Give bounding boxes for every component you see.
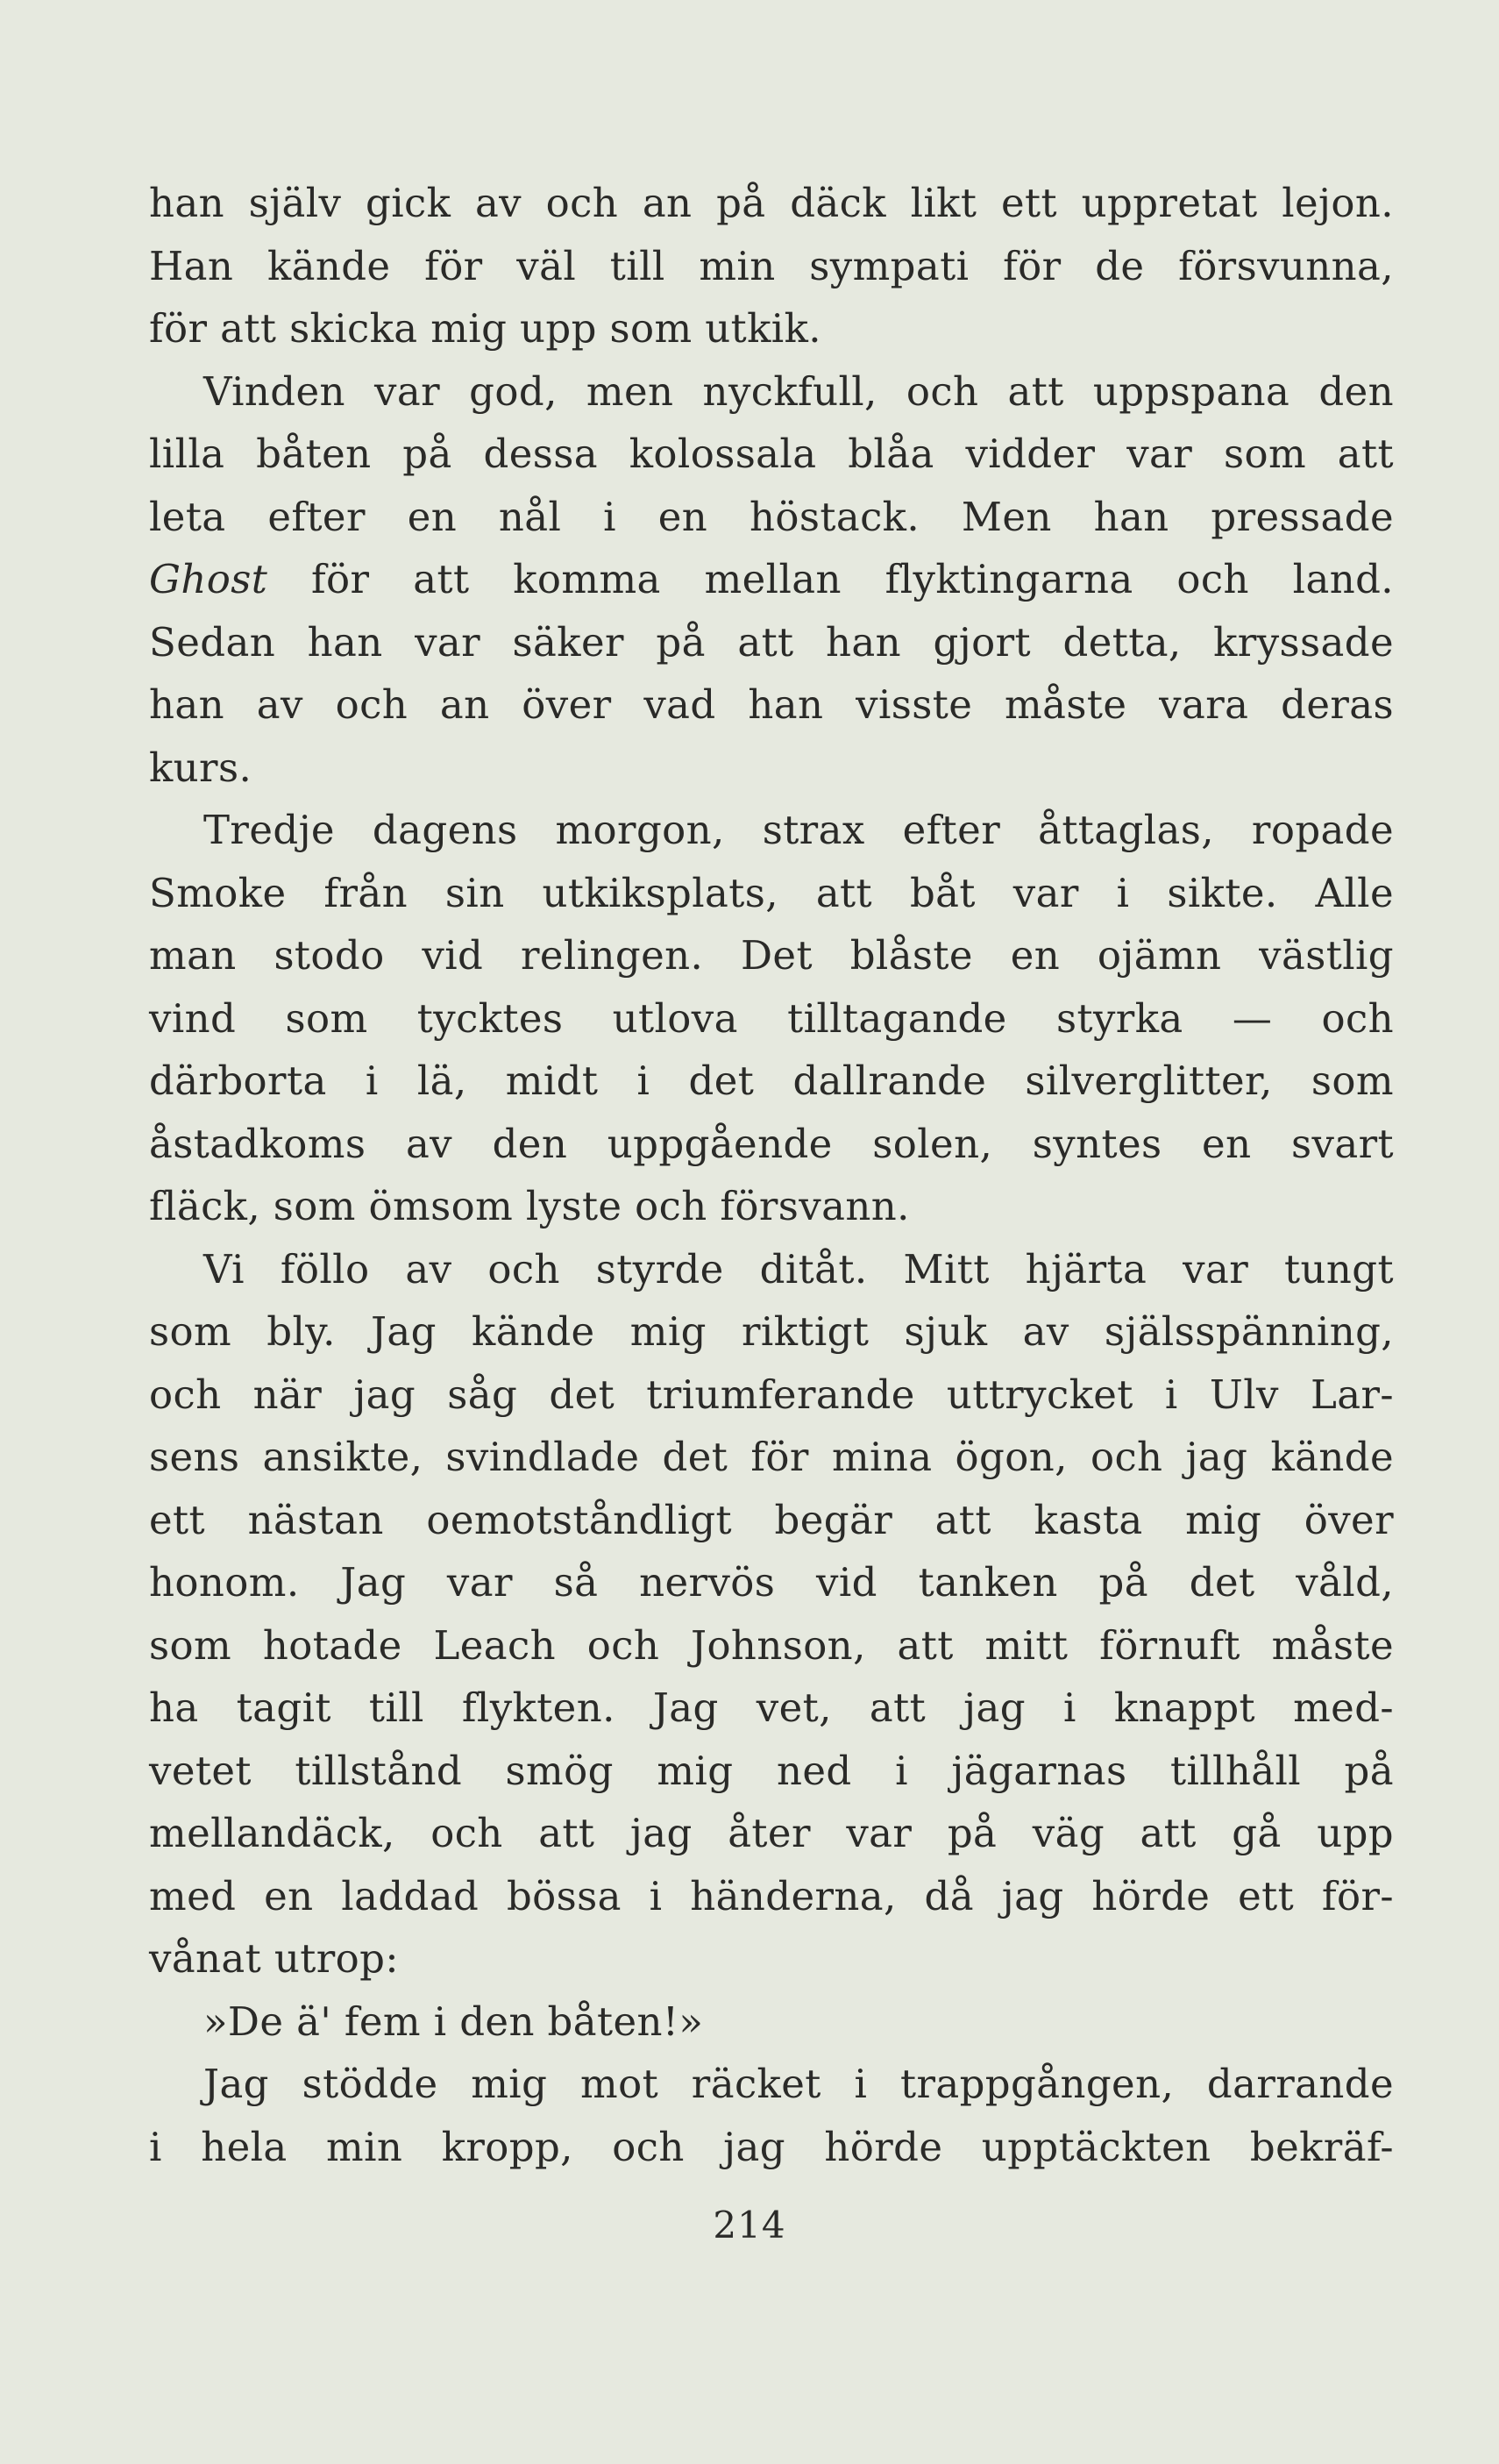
text-line: som hotade Leach och Johnson, att mitt förnuft måste [149, 1621, 1394, 1669]
text-line: han själv gick av och an på däck likt ett uppretat lejon. [149, 180, 1394, 226]
text-line: med en laddad bössa i händerna, då jag hörde ett för- [149, 1872, 1394, 1919]
text-line: fläck, som ömsom lyste och försvann. [149, 1183, 910, 1229]
italic-ship-name: Ghost [149, 556, 268, 602]
text-line: för att skicka mig upp som utkik. [149, 305, 821, 352]
text-line: åstadkoms av den uppgående solen, syntes en svart [149, 1120, 1394, 1167]
text-line: man stodo vid relingen. Det blåste en ojämn västlig [149, 932, 1394, 979]
text-line [149, 548, 1394, 611]
text-line: »De ä' fem i den båten!» [203, 1998, 704, 2045]
text-line: vind som tycktes utlova tilltagande styrka — och [149, 994, 1394, 1042]
text-line-rest: för att komma mellan flyktingarna och land. [311, 556, 1394, 602]
text-line: Vi föllo av och styrde ditåt. Mitt hjärta var tungt [203, 1245, 1394, 1293]
text-line: Sedan han var säker på att han gjort detta, kryssade [149, 618, 1394, 666]
text-line: Smoke från sin utkiksplats, att båt var i sikte. Alle [149, 869, 1394, 916]
text-line: vetet tillstånd smög mig ned i jägarnas tillhåll på [149, 1747, 1394, 1794]
text-line: Tredje dagens morgon, strax efter åttaglas, ropade [203, 807, 1394, 853]
text-line: sens ansikte, svindlade det för mina ögon, och jag kände [149, 1434, 1394, 1480]
text-line: därborta i lä, midt i det dallrande silverglitter, som [149, 1058, 1394, 1104]
page-number: 214 [713, 2204, 786, 2247]
text-line: som bly. Jag kände mig riktigt sjuk av själsspänning, [149, 1308, 1394, 1355]
text-line: lilla båten på dessa kolossala blåa vidder var som att [149, 431, 1394, 477]
text-line: han av och an över vad han visste måste vara deras [149, 681, 1394, 728]
text-line: och när jag såg det triumferande uttrycket i Ulv Lar- [149, 1371, 1394, 1418]
text-line: i hela min kropp, och jag hörde upptäckten bekräf- [149, 2123, 1394, 2170]
text-line: mellandäck, och att jag åter var på väg att gå upp [149, 1810, 1394, 1856]
text-line: Han kände för väl till min sympati för de försvunna, [149, 242, 1394, 289]
text-line: Jag stödde mig mot räcket i trappgången, darrande [203, 2061, 1394, 2107]
text-line: ha tagit till flykten. Jag vet, att jag i knappt med- [149, 1684, 1394, 1731]
body-text [149, 172, 1394, 2178]
text-line: ett nästan oemotståndligt begär att kasta mig över [149, 1496, 1394, 1543]
text-line: honom. Jag var så nervös vid tanken på det våld, [149, 1559, 1394, 1606]
text-line: kurs. [149, 744, 252, 791]
text-line: Vinden var god, men nyckfull, och att uppspana den [203, 367, 1394, 415]
text-line: vånat utrop: [149, 1935, 399, 1982]
text-line: leta efter en nål i en höstack. Men han pressade [149, 493, 1394, 540]
